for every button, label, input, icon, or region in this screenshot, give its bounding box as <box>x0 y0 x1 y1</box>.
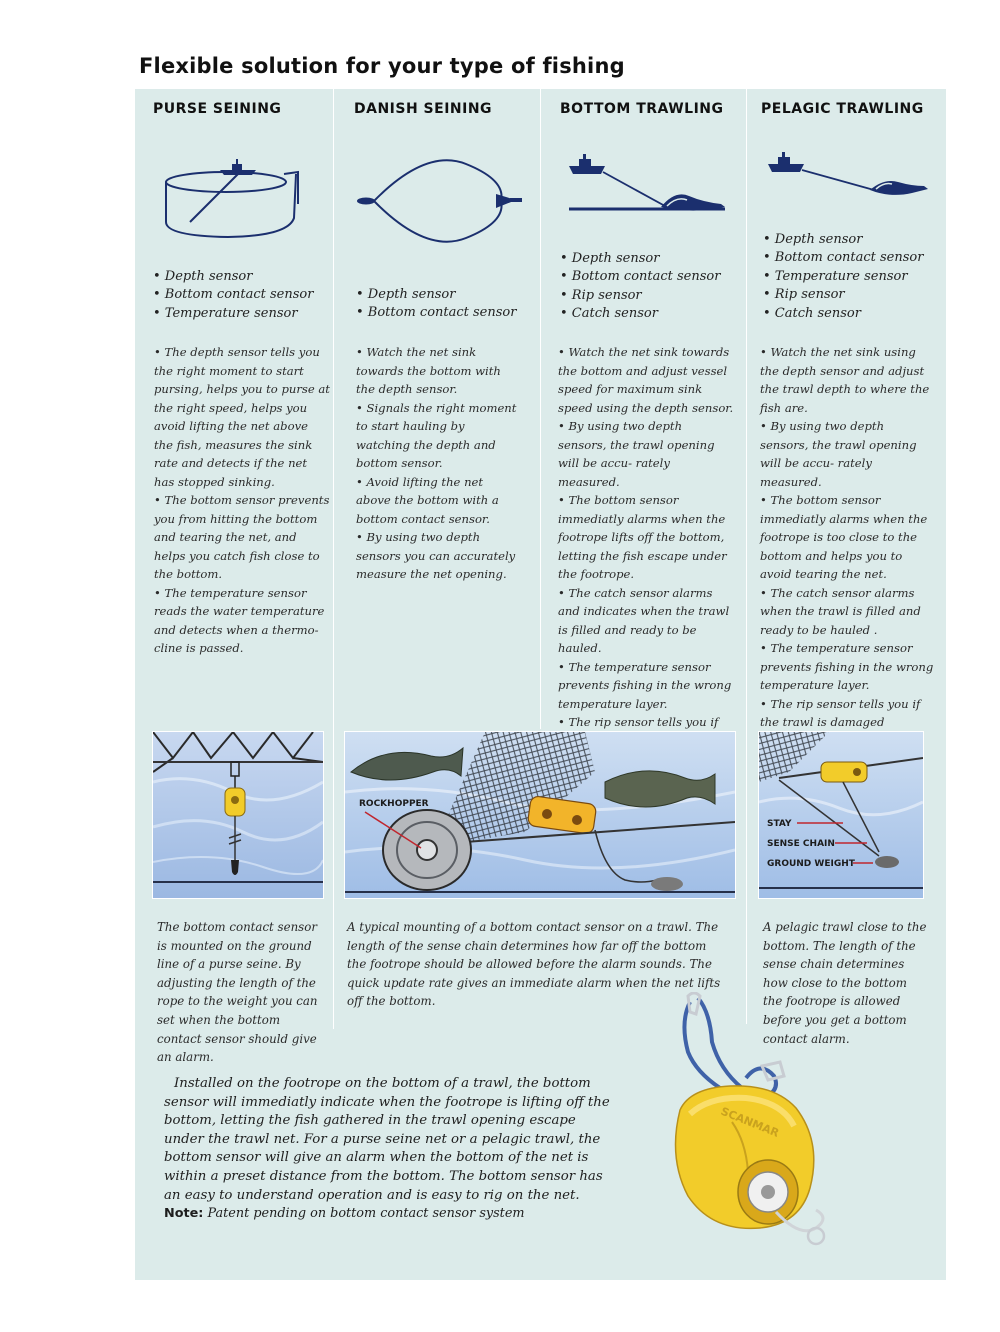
heading-bottom-trawling: BOTTOM TRAWLING <box>560 101 724 117</box>
description-pelagic <box>760 343 936 750</box>
description-paragraph: • The rip sensor tells you if <box>558 715 719 729</box>
pelagic-trawl-sensor-photo <box>758 731 924 899</box>
page-title: Flexible solution for your type of fishing <box>139 54 625 78</box>
description-paragraph: • Watch the net sink using the depth sensor and adjust the trawl depth to where the fish are. <box>760 345 930 415</box>
description-paragraph: • By using two depth sensors you can accurately measure the net opening. <box>356 530 516 581</box>
sensor-item: • Temperature sensor <box>153 305 298 321</box>
column-divider <box>746 89 747 1024</box>
description-danish <box>356 343 518 584</box>
bottom-sensor-product-photo <box>650 992 835 1252</box>
sensor-list-purse <box>153 268 313 323</box>
sensor-item: • Depth sensor <box>763 232 863 247</box>
description-paragraph: • Avoid lifting the net above the bottom with a bottom contact sensor. <box>356 474 499 526</box>
caption-trawl: A typical mounting of a bottom contact sensor on a trawl. The length of the sense chain determines how far off the bottom the footrope should be allowed before the alarm sounds. The quick update rate gives an immediate alarm when the net lifts off the bottom. <box>347 920 721 1009</box>
description-purse <box>154 343 330 658</box>
vessel-icon <box>220 170 256 175</box>
description-bottom <box>558 343 734 769</box>
sensor-item: • Depth sensor <box>560 251 660 266</box>
pelagic-trawl-diagram <box>766 152 932 200</box>
description-paragraph: • Signals the right moment to start hauling by watching the depth and bottom sensor. <box>356 400 517 470</box>
description-paragraph: • Watch the net sink towards the bottom and adjust vessel speed for maximum sink speed using the depth sensor. <box>558 345 734 415</box>
description-paragraph: • By using two depth sensors, the trawl opening will be accu- rately measured. <box>760 419 917 489</box>
stay-label: STAY <box>767 819 792 829</box>
sensor-item: • Bottom contact sensor <box>763 250 924 266</box>
sensor-item: • Bottom contact sensor <box>560 269 721 285</box>
description-paragraph: • Watch the net sink towards the bottom with the depth sensor. <box>356 345 501 396</box>
column-divider <box>333 89 334 1029</box>
caption-pelagic: A pelagic trawl close to the bottom. The length of the sense chain determines how close to the bottom the footrope is allowed before you get a bottom contact alarm. <box>763 920 927 1046</box>
column-divider <box>540 89 541 729</box>
patent-note <box>164 1206 525 1221</box>
ground-weight-label: GROUND WEIGHT <box>767 859 855 869</box>
description-paragraph: • The bottom sensor immediatly alarms when the footrope lifts off the bottom, letting the fish escape under the footrope. <box>558 493 727 581</box>
description-paragraph: • By using two depth sensors, the trawl opening will be accu- rately measured. <box>558 419 715 489</box>
sensor-list-bottom <box>560 250 720 324</box>
bottom-trawl-sensor-photo <box>344 731 736 899</box>
vessel-icon <box>569 166 605 174</box>
description-paragraph: • The bottom sensor immediatly alarms when the footrope is too close to the bottom and helps you to avoid tearing the net. <box>760 493 928 581</box>
description-paragraph: • The temperature sensor prevents fishing in the wrong temperature layer. <box>558 659 732 711</box>
body-paragraph: Installed on the footrope on the bottom of a trawl, the bottom sensor will immediatly indicate when the footrope is lifting off the bottom, letting the fish gathered in the trawl opening escape under the trawl net. For a purse seine net or a pelagic trawl, the bottom sensor will give an alarm when the bottom of the net is within a preset distance from the bottom. The bottom sensor has an easy to understand operation and is easy to rig on the net. <box>164 1076 610 1203</box>
sensor-item: • Temperature sensor <box>763 268 908 284</box>
sensor-item: • Catch sensor <box>763 305 861 321</box>
note-text: Patent pending on bottom contact sensor system <box>203 1206 525 1221</box>
sensor-item: • Catch sensor <box>560 306 658 322</box>
bottom-trawl-diagram <box>565 152 730 214</box>
heading-purse-seining: PURSE SEINING <box>153 101 282 117</box>
sense-chain-label: SENSE CHAIN <box>767 839 835 849</box>
description-paragraph: • The rip sensor tells you if the trawl is damaged <box>760 696 921 729</box>
sensor-brand-label: SCANMAR <box>718 1104 781 1140</box>
description-paragraph: • The depth sensor tells you the right moment to start pursing, helps you to purse at the right speed, helps you avoid lifting the net above the fish, measures the sink rate and detects if the net has stopped sinking. <box>154 345 330 489</box>
danish-seine-diagram <box>356 158 524 244</box>
sensor-item: • Depth sensor <box>153 269 253 284</box>
caption-purse: The bottom contact sensor is mounted on the ground line of a purse seine. By adjusting the length of the rope to the weight you can set when the bottom contact sensor should give an alarm. <box>157 920 318 1065</box>
sensor-item: • Depth sensor <box>356 287 456 302</box>
heading-danish-seining: DANISH SEINING <box>354 101 493 117</box>
sensor-list-pelagic <box>763 231 923 323</box>
sensor-list-danish <box>356 286 516 323</box>
description-paragraph: • The temperature sensor prevents fishing in the wrong temperature layer. <box>760 641 934 692</box>
sensor-item: • Rip sensor <box>560 287 642 303</box>
sensor-item: • Rip sensor <box>763 287 845 303</box>
purse-seine-diagram <box>160 152 306 244</box>
vessel-icon <box>768 164 804 172</box>
description-paragraph: • The bottom sensor prevents you from hitting the bottom and tearing the net, and helps you catch fish close to the bottom. <box>154 493 330 581</box>
purse-seine-sensor-photo <box>152 731 324 899</box>
note-label: Note: <box>164 1206 204 1221</box>
description-paragraph: • The catch sensor alarms and indicates when the trawl is filled and ready to be hauled. <box>558 585 730 655</box>
heading-pelagic-trawling: PELAGIC TRAWLING <box>761 101 924 117</box>
rockhopper-label: ROCKHOPPER <box>359 799 429 809</box>
description-paragraph: • The catch sensor alarms when the trawl is filled and ready to be hauled . <box>760 585 921 637</box>
description-paragraph: • The temperature sensor reads the water temperature and detects when a thermo-cline is passed. <box>154 585 325 655</box>
sensor-item: • Bottom contact sensor <box>153 287 314 303</box>
sensor-item: • Bottom contact sensor <box>356 305 517 321</box>
